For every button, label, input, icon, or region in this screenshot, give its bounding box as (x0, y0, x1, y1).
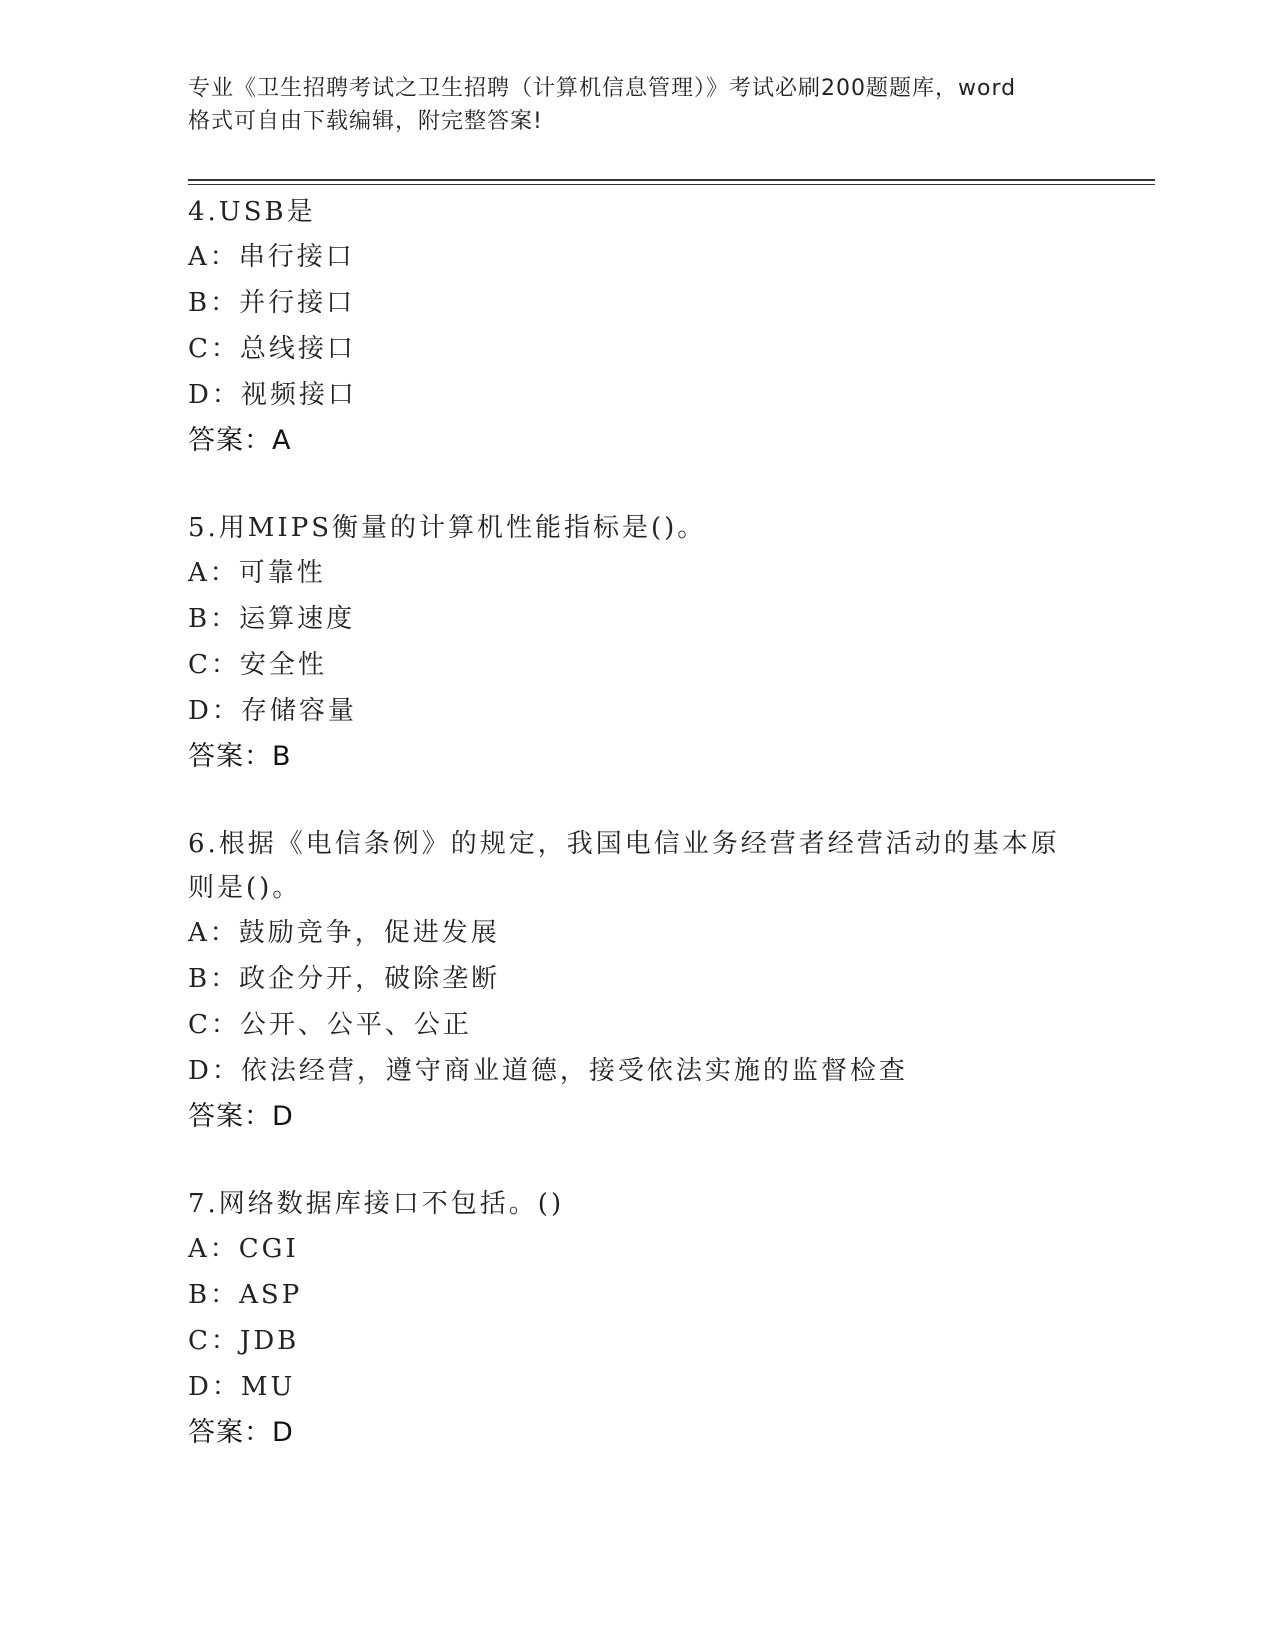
option-c: C：公开、公平、公正 (188, 1010, 472, 1040)
question-stem: 7.网络数据库接口不包括。() (188, 1189, 565, 1219)
option-c: C：总线接口 (188, 334, 356, 364)
header-divider-bottom (188, 184, 1155, 185)
option-b: B：政企分开，破除垄断 (188, 964, 501, 994)
option-d: D：视频接口 (188, 380, 357, 410)
option-d: D：MU (188, 1372, 296, 1402)
option-d: D：存储容量 (188, 696, 357, 726)
question-stem: 6.根据《电信条例》的规定，我国电信业务经营者经营活动的基本原则是()。 (188, 829, 1060, 903)
header-line-2: 格式可自由下载编辑，附完整答案! (188, 109, 543, 134)
header-line-1: 专业《卫生招聘考试之卫生招聘（计算机信息管理）》考试必刷200题题库，word (188, 76, 1017, 101)
option-b: B：并行接口 (188, 288, 356, 318)
option-c: C：安全性 (188, 650, 327, 680)
question-5 (188, 506, 1148, 780)
header-divider-top (188, 179, 1155, 181)
answer: 答案：B (188, 741, 292, 772)
option-a: A：串行接口 (188, 242, 355, 272)
question-stem: 5.用MIPS衡量的计算机性能指标是()。 (188, 513, 707, 543)
option-b: B：ASP (188, 1280, 303, 1310)
option-c: C：JDB (188, 1326, 300, 1356)
answer: 答案：A (188, 425, 292, 456)
option-b: B：运算速度 (188, 604, 356, 634)
answer: 答案：D (188, 1417, 294, 1448)
answer: 答案：D (188, 1101, 294, 1132)
option-a: A：鼓励竞争，促进发展 (188, 918, 500, 948)
option-d: D：依法经营，遵守商业道德，接受依法实施的监督检查 (188, 1056, 908, 1086)
question-list (188, 190, 1148, 1498)
question-4 (188, 190, 1148, 464)
option-a: A：可靠性 (188, 558, 326, 588)
question-7 (188, 1182, 1148, 1456)
question-6 (188, 822, 1148, 1140)
option-a: A：CGI (188, 1234, 299, 1264)
document-header (188, 72, 1088, 138)
question-stem: 4.USB是 (188, 197, 316, 227)
